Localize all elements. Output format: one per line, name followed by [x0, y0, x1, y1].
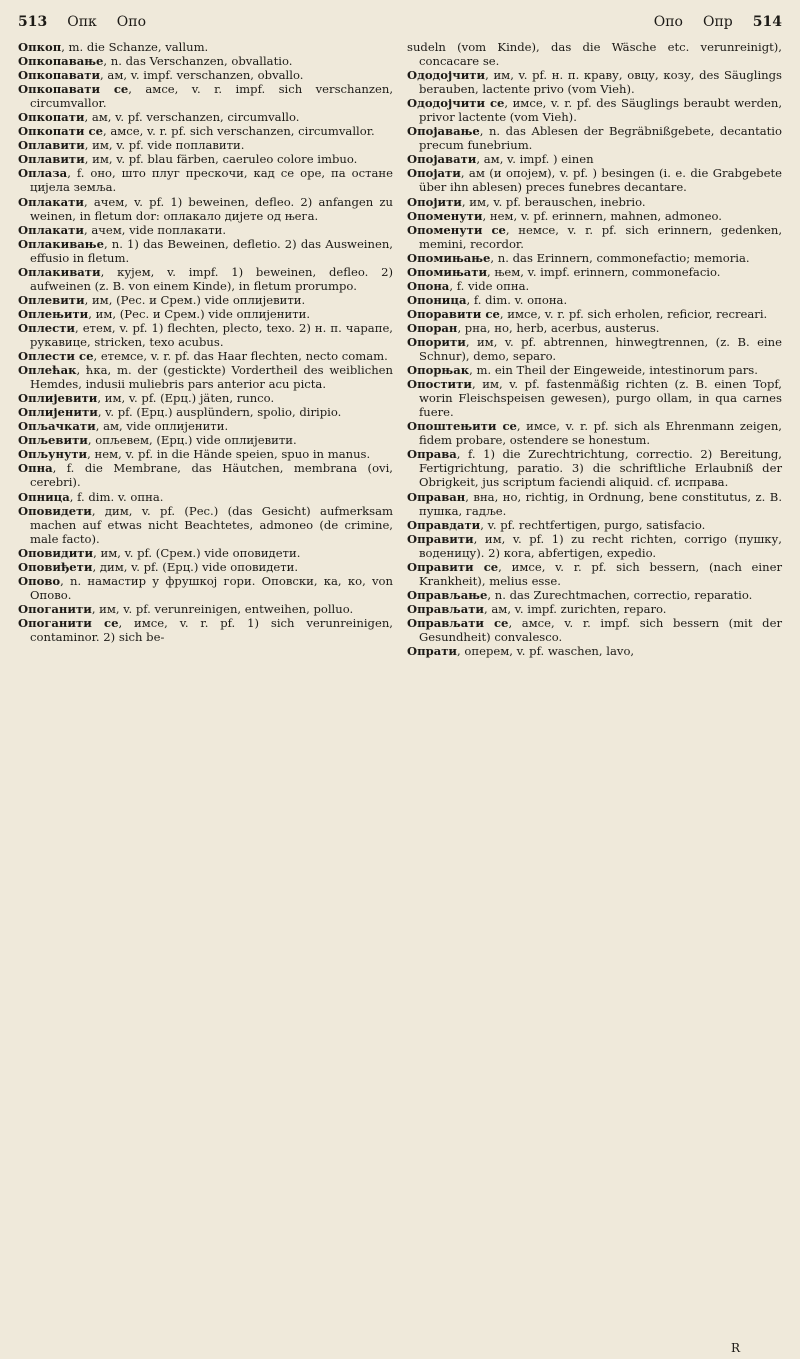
entry-headword: Оплакати	[18, 194, 84, 209]
dictionary-entry	[18, 419, 393, 433]
entry-headword: Опрати	[407, 644, 457, 659]
entry-headword: Оплакати	[18, 222, 84, 237]
dictionary-entry	[18, 546, 393, 560]
entry-definition: , им, (Рес. и Срем.) vide оплијевити.	[84, 292, 306, 307]
dictionary-entry	[18, 68, 393, 82]
dictionary-entry	[407, 588, 782, 602]
header-right	[654, 14, 782, 30]
entry-headword: Опкопати се	[18, 124, 103, 139]
entry-headword: Оправити се	[407, 559, 499, 574]
dictionary-entry	[407, 195, 782, 209]
entry-definition: , им, (Рес. и Срем.) vide оплијенити.	[88, 306, 311, 321]
entry-headword: Опљачкати	[18, 419, 96, 434]
dictionary-entry	[18, 40, 393, 54]
dictionary-entry	[18, 602, 393, 616]
entry-definition: , оперем, v. pf. waschen, lavo,	[457, 644, 635, 659]
entry-definition: , етем, v. pf. 1) flechten, plecto, texo. 2) н. п. чарапе, рукавице, stricken, texo acubus.	[30, 320, 393, 349]
entry-definition: , v. pf. (Ерц.) ausplündern, spolio, diripio.	[97, 405, 342, 420]
guide-word: Опо	[116, 14, 147, 30]
entry-headword: Опљунути	[18, 447, 88, 462]
entry-headword: Опомињати	[407, 264, 488, 279]
entry-definition: , вна, но, richtig, in Ordnung, bene constitutus, z. B. пушка, гадље.	[419, 489, 782, 518]
dictionary-entry	[18, 391, 393, 405]
entry-headword: Опкопавање	[18, 54, 104, 69]
dictionary-entry	[407, 223, 782, 251]
entry-definition: , f. dim. v. опна.	[69, 489, 164, 504]
dictionary-entry	[407, 377, 782, 419]
dictionary-entry	[407, 321, 782, 335]
dictionary-entry	[18, 54, 393, 68]
dictionary-entry	[18, 237, 393, 265]
dictionary-entry	[407, 279, 782, 293]
entry-headword: Опојавање	[407, 124, 480, 139]
entry-definition: , њем, v. impf. erinnern, commonefacio.	[487, 264, 721, 279]
dictionary-entry	[407, 152, 782, 166]
entry-definition: , n. das Zurechtmachen, correctio, reparatio.	[487, 587, 753, 602]
entry-definition: , опљевем, (Ерц.) vide оплијевити.	[87, 433, 297, 448]
entry-definition: , имсе, v. r. pf. des Säuglings beraubt werden, privor lactente (vom Vieh).	[419, 96, 782, 125]
entry-definition: , кујем, v. impf. 1) beweinen, defleo. 2) aufweinen (z. B. von einem Kinde), in fletum prorumpo.	[30, 264, 393, 293]
entry-definition: , n. намастир у фрушкој гори. Оповски, ка, ко, von Опово.	[30, 573, 393, 602]
entry-definition: , ћка, m. der (gestickte) Vordertheil des weiblichen Hemdes, indusii muliebris pars anterior acu picta.	[30, 363, 393, 392]
entry-definition: , ачем, v. pf. 1) beweinen, defleo. 2) anfangen zu weinen, in fletum dor: оплакало дијете од њега.	[30, 194, 393, 223]
entry-headword: Оповидити	[18, 545, 94, 560]
entry-headword: Оплевити	[18, 292, 85, 307]
dictionary-entry	[18, 166, 393, 194]
dictionary-entry	[18, 433, 393, 447]
dictionary-entry	[18, 124, 393, 138]
entry-definition: , имсе, v. r. pf. sich erholen, reficior, recreari.	[499, 306, 768, 321]
entry-definition: , v. pf. rechtfertigen, purgo, satisfacio.	[480, 517, 706, 532]
dictionary-entry	[18, 405, 393, 419]
entry-headword: Оплењити	[18, 306, 89, 321]
entry-definition: , ам, v. impf. ) einen	[476, 152, 594, 167]
entry-headword: Оправљање	[407, 587, 488, 602]
entry-definition: , имсе, v. r. pf. 1) sich verunreinigen, contaminor. 2) sich be-	[30, 615, 393, 644]
entry-definition: , им, v. pf. 1) zu recht richten, corrigo (пушку, воденицу). 2) кога, abfertigen, expedio.	[419, 531, 782, 560]
page-number-right: 514	[752, 14, 782, 30]
entry-definition: , им, v. pf. vide поплавити.	[84, 138, 245, 153]
entry-headword: Опорњак	[407, 363, 470, 378]
right-column	[407, 40, 782, 658]
dictionary-entry	[18, 447, 393, 461]
entry-definition: , n. das Ablesen der Begräbnißgebete, decantatio precum funebrium.	[419, 124, 782, 153]
dictionary-entry	[407, 251, 782, 265]
entry-definition: , f. vide опна.	[449, 278, 530, 293]
left-column	[18, 40, 393, 658]
entry-definition: , им, v. pf. (Срем.) vide оповидети.	[93, 545, 301, 560]
entry-definition: , ам, v. impf. zurichten, reparo.	[484, 601, 667, 616]
entry-headword: Ододојчити се	[407, 96, 505, 111]
entry-headword: Оплијевити	[18, 391, 98, 406]
entry-headword: Опојавати	[407, 152, 477, 167]
entry-definition: , ам (и опојем), v. pf. ) besingen (i. e. die Grabgebete über ihn ablesen) preces funebres decantare.	[419, 166, 782, 195]
entry-definition: , им, v. pf. abtrennen, hinwegtrennen, (z. B. eine Schnur), demo, separo.	[419, 334, 782, 364]
entry-definition: , ачем, vide поплакати.	[83, 222, 227, 237]
entry-headword: Опостити	[407, 377, 472, 392]
dictionary-entry	[18, 307, 393, 321]
dictionary-entry	[18, 152, 393, 166]
entry-headword: Оплакивати	[18, 264, 101, 279]
entry-headword: Оповиђети	[18, 559, 93, 574]
entry-definition: , им, v. pf. (Ерц.) jäten, runco.	[97, 391, 275, 406]
entry-definition: , f. 1) die Zurechtrichtung, correctio. 2) Bereitung, Fertigrichtung, paratio. 3) die schriftliche Erlaubniß der Obrigkeit, jus scriptum faciendi aliquid. cf. исправа.	[419, 447, 782, 490]
dictionary-entry	[407, 209, 782, 223]
entry-headword: Оплакивање	[18, 236, 104, 251]
guide-word: Опр	[702, 14, 733, 30]
entry-headword: Опово	[18, 573, 61, 588]
dictionary-entry	[18, 82, 393, 110]
entry-headword: Опкопати	[18, 110, 85, 125]
entry-definition: , им, v. pf. blau färben, caeruleo colore imbuo.	[84, 152, 358, 167]
entry-headword: Опкопавати се	[18, 82, 129, 97]
entry-headword: Опоштењити се	[407, 419, 517, 434]
entry-definition: , дим, v. pf. (Ерц.) vide оповидети.	[92, 559, 299, 574]
dictionary-entry	[407, 602, 782, 616]
dictionary-entry	[407, 532, 782, 560]
entry-definition: , n. das Verschanzen, obvallatio.	[103, 54, 293, 69]
entry-definition: , амсе, v. r. impf. sich bessern (mit der Gesundheit) convalesco.	[419, 615, 783, 644]
page-header	[18, 14, 782, 38]
dictionary-entry	[407, 644, 782, 658]
dictionary-entry	[407, 40, 782, 68]
entry-headword: Оправа	[407, 447, 457, 462]
entry-headword: Опомињање	[407, 250, 491, 265]
entry-definition: , m. ein Theil der Eingeweide, intestinorum pars.	[469, 363, 758, 378]
catchword: R	[730, 1341, 740, 1355]
dictionary-entry	[18, 363, 393, 391]
dictionary-entry	[18, 490, 393, 504]
dictionary-entry	[18, 616, 393, 644]
dictionary-entry	[18, 321, 393, 349]
entry-definition: , рна, но, herb, acerbus, austerus.	[457, 320, 660, 335]
dictionary-entry	[18, 504, 393, 546]
entry-headword: Оплавити	[18, 138, 85, 153]
dictionary-entry	[18, 195, 393, 223]
entry-headword: Опоганити	[18, 601, 92, 616]
dictionary-entry	[407, 616, 782, 644]
entry-headword: Оплаза	[18, 166, 68, 181]
entry-definition: , n. das Erinnern, commonefactio; memoria.	[490, 250, 750, 265]
entry-definition: , f. die Membrane, das Häutchen, membrana (ovi, cerebri).	[30, 461, 393, 490]
dictionary-entry	[18, 265, 393, 293]
entry-headword: Опкопавати	[18, 68, 101, 83]
guide-word: Опо	[653, 14, 683, 30]
dictionary-entry	[407, 307, 782, 321]
entry-headword: Опница	[18, 489, 70, 504]
entry-headword: Опна	[18, 461, 53, 476]
dictionary-entry	[407, 265, 782, 279]
entry-headword: Опоница	[407, 292, 467, 307]
entry-headword: Опојити	[407, 194, 462, 209]
entry-headword: Оправан	[407, 489, 466, 504]
dictionary-entry	[407, 560, 782, 588]
dictionary-entry	[407, 419, 782, 447]
entry-headword: Оплијенити	[18, 405, 98, 420]
entry-headword: Опоменути	[407, 208, 483, 223]
entry-definition: , имсе, v. r. pf. sich bessern, (nach einer Krankheit), melius esse.	[419, 559, 782, 588]
entry-definition: , им, v. pf. berauschen, inebrio.	[461, 194, 646, 209]
dictionary-entry	[407, 518, 782, 532]
entry-definition: , f. dim. v. опона.	[466, 292, 568, 307]
entry-definition: , ам, v. impf. verschanzen, obvallo.	[100, 68, 304, 83]
entry-headword: Оплећак	[18, 363, 77, 378]
dictionary-entry	[18, 223, 393, 237]
dictionary-entry	[407, 293, 782, 307]
dictionary-entry	[407, 490, 782, 518]
entry-headword: Опкоп	[18, 40, 62, 54]
entry-definition: , f. оно, што плуг прескочи, кад се оре, па остане цијела земља.	[30, 166, 393, 195]
entry-definition: , им, v. pf. fastenmäßig richten (z. B. einen Topf, worin Fleischspeisen gewesen), purgo ollam, in qua carnes fuere.	[419, 377, 782, 420]
dictionary-entry	[18, 349, 393, 363]
entry-headword: Опона	[407, 278, 450, 293]
entry-headword: Ододојчити	[407, 68, 486, 83]
entry-definition: , ам, vide оплијенити.	[95, 419, 229, 434]
entry-headword: Оправљати	[407, 601, 485, 616]
dictionary-entry	[407, 96, 782, 124]
entry-definition: , амсе, v. r. impf. sich verschanzen, circumvallor.	[30, 82, 393, 111]
dictionary-entry	[407, 363, 782, 377]
entry-headword: Опљевити	[18, 433, 88, 448]
dictionary-entry	[18, 461, 393, 489]
dictionary-entry	[407, 124, 782, 152]
dictionary-entry	[407, 166, 782, 194]
entry-headword: Оправљати се	[407, 615, 509, 630]
dictionary-entry	[18, 138, 393, 152]
entry-headword: Оправити	[407, 531, 474, 546]
dictionary-entry	[407, 68, 782, 96]
dictionary-entry	[18, 574, 393, 602]
entry-headword: Опоганити се	[18, 615, 119, 630]
guide-word: Опк	[67, 14, 97, 30]
entry-headword: Оправдати	[407, 517, 481, 532]
entry-definition: , амсе, v. r. pf. sich verschanzen, circumvallor.	[102, 124, 375, 139]
entry-headword: Оплести	[18, 320, 75, 335]
entry-definition: , нем, v. pf. in die Hände speien, spuo in manus.	[87, 447, 371, 462]
page-number-left: 513	[18, 14, 48, 30]
entry-definition: , им, v. pf. verunreinigen, entweihen, polluo.	[91, 601, 354, 616]
entry-definition: , нем, v. pf. erinnern, mahnen, admoneo.	[482, 208, 722, 223]
entry-headword: Опорити	[407, 334, 466, 349]
dictionary-entry	[18, 560, 393, 574]
entry-definition: , етемсе, v. r. pf. das Haar flechten, necto comam.	[93, 349, 388, 364]
columns	[18, 40, 782, 658]
entry-definition: , им, v. pf. н. п. краву, овцу, козу, des Säuglings berauben, lactente privo (vom Vieh).	[419, 68, 782, 97]
entry-headword: Оплавити	[18, 152, 85, 167]
entry-definition: , немсе, v. r. pf. sich erinnern, gedenken, memini, recordor.	[419, 222, 782, 251]
entry-headword: Опоменути се	[407, 222, 506, 237]
entry-definition: , m. die Schanze, vallum.	[61, 40, 209, 54]
dictionary-entry	[407, 335, 782, 363]
entry-headword: Опоран	[407, 320, 458, 335]
entry-definition: , дим, v. pf. (Рес.) (das Gesicht) aufmerksam machen auf etwas nicht Beachtetes, admoneo (de crimine, male facto).	[30, 503, 393, 546]
dictionary-entry	[407, 447, 782, 489]
header-left	[18, 14, 146, 30]
entry-definition: , ам, v. pf. verschanzen, circumvallo.	[84, 110, 300, 125]
entry-headword: Оплести се	[18, 349, 94, 364]
entry-definition: , имсе, v. r. pf. sich als Ehrenmann zeigen, fidem probare, ostendere se honestum.	[419, 419, 782, 448]
entry-definition: sudeln (vom Kinde), das die Wäsche etc. verunreinigt), concacare se.	[407, 40, 782, 69]
dictionary-entry	[18, 293, 393, 307]
dictionary-entry	[18, 110, 393, 124]
entry-definition: , n. 1) das Beweinen, defletio. 2) das Ausweinen, effusio in fletum.	[30, 236, 393, 265]
entry-headword: Оповидети	[18, 503, 92, 518]
entry-headword: Опоравити се	[407, 306, 500, 321]
entry-headword: Опојати	[407, 166, 461, 181]
